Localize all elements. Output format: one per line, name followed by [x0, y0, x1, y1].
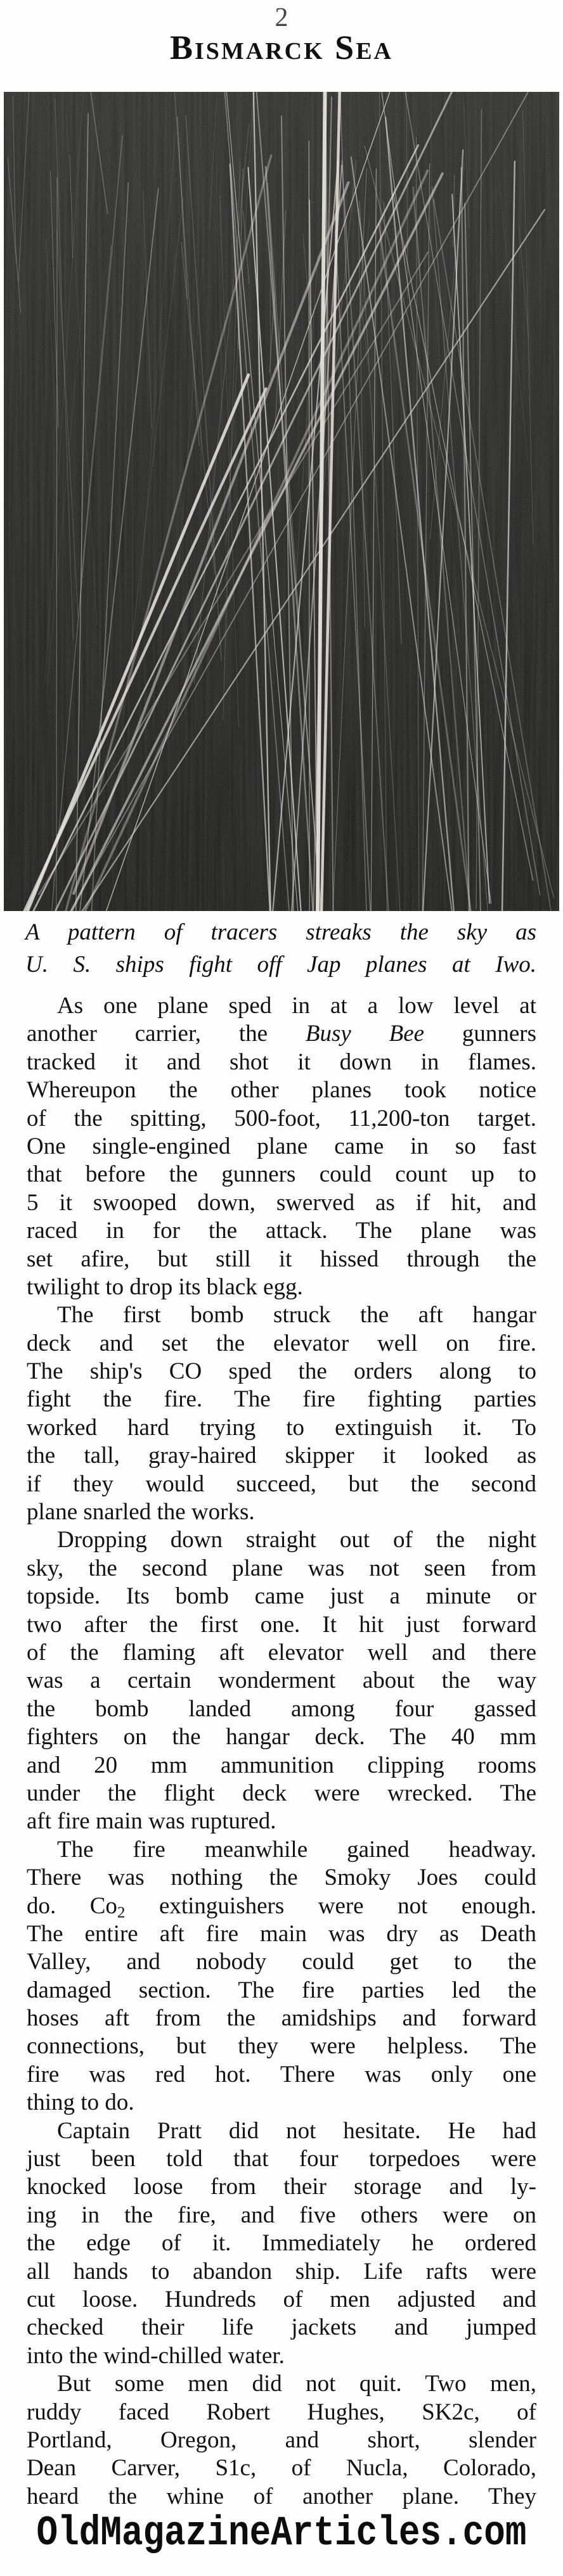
article-line: damaged section. The fire parties led the — [27, 1977, 536, 2003]
article-line: fighters on the hangar deck. The 40 mm — [27, 1724, 536, 1750]
article-line: knocked loose from their storage and ly- — [27, 2174, 536, 2200]
tracer-photo — [4, 92, 559, 911]
article-line: The entire aft fire main was dry as Death — [27, 1920, 536, 1947]
article-line: Dropping down straight out of the night — [57, 1527, 536, 1553]
article-line: just been told that four torpedoes were — [27, 2146, 536, 2172]
article-line: As one plane sped in at a low level at — [57, 993, 536, 1019]
article-line: was a certain wonderment about the way — [27, 1667, 536, 1694]
article-line: heard the whine of another plane. They — [27, 2483, 536, 2509]
article-line: aft fire main was ruptured. — [27, 1808, 276, 1835]
article-line: connections, but they were helpless. The — [27, 2033, 536, 2060]
article-line: Whereupon the other planes took notice — [27, 1077, 536, 1104]
article-body — [27, 992, 536, 2511]
article-title: Bismarck Sea — [169, 29, 393, 67]
article-line: under the flight deck were wrecked. The — [27, 1780, 536, 1806]
article-line: Portland, Oregon, and short, slender — [27, 2426, 536, 2453]
article-line: The ship's CO sped the orders along to — [27, 1358, 536, 1385]
article-line: One single-engined plane came in so fast — [27, 1133, 536, 1159]
article-line: topside. Its bomb came just a minute or — [27, 1583, 536, 1610]
article-line: and 20 mm ammunition clipping rooms — [27, 1752, 536, 1778]
article-line: set afire, but still it hissed through the — [27, 1246, 536, 1272]
article-line: fire was red hot. There was only one — [27, 2061, 536, 2088]
article-line: raced in for the attack. The plane was — [27, 1218, 536, 1244]
article-line: into the wind-chilled water. — [27, 2342, 285, 2369]
article-line: all hands to abandon ship. Life rafts were — [27, 2258, 536, 2285]
article-line: 5 it swooped down, swerved as if hit, and — [27, 1189, 536, 1216]
article-line: of the flaming aft elevator well and there — [27, 1639, 536, 1666]
article-line: the bomb landed among four gassed — [27, 1695, 536, 1722]
article-line: fight the fire. The fire fighting parties — [27, 1386, 536, 1413]
article-line: There was nothing the Smoky Joes could — [27, 1865, 536, 1891]
article-line: Dean Carver, S1c, of Nucla, Colorado, — [27, 2455, 536, 2482]
photo-caption — [25, 916, 536, 981]
tracer-photo-image — [4, 92, 559, 911]
article-line: worked hard trying to extinguish it. To — [27, 1414, 536, 1441]
article-line: thing to do. — [27, 2089, 134, 2116]
article-line: hoses aft from the amidships and forward — [27, 2005, 536, 2032]
article-line: The fire meanwhile gained headway. — [57, 1836, 536, 1863]
article-line: plane snarled the works. — [27, 1499, 255, 1526]
article-line: the edge of it. Immediately he ordered — [27, 2230, 536, 2257]
article-line: ruddy faced Robert Hughes, SK2c, of — [27, 2399, 536, 2425]
article-line: But some men did not quit. Two men, — [57, 2371, 536, 2397]
article-line: two after the first one. It hit just forward — [27, 1611, 536, 1638]
article-line: twilight to drop its black egg. — [27, 1273, 303, 1300]
article-line: Valley, and nobody could get to the — [27, 1949, 536, 1975]
article-line: ing in the fire, and five others were on — [27, 2202, 536, 2228]
article-line: another carrier, the Busy Bee gunners — [27, 1021, 536, 1047]
article-line: do. $Co_2$ extinguishers were not enough. — [27, 1892, 536, 1921]
article-line: the tall, gray-haired skipper it looked as — [27, 1443, 536, 1469]
article-line: Captain Pratt did not hesitate. He had — [57, 2117, 536, 2144]
article-line: if they would succeed, but the second — [27, 1470, 536, 1497]
article-line: tracked it and shot it down in flames. — [27, 1049, 536, 1075]
article-line: that before the gunners could count up to — [27, 1161, 536, 1188]
site-watermark: OldMagazineArticles.com — [36, 2509, 527, 2557]
article-line: sky, the second plane was not seen from — [27, 1555, 536, 1581]
caption-line-2: U. S. ships fight off Jap planes at Iwo. — [25, 952, 536, 978]
article-line: checked their life jackets and jumped — [27, 2314, 536, 2341]
page-number: 2 — [275, 3, 288, 32]
caption-line-1: A pattern of tracers streaks the sky as — [25, 919, 536, 945]
article-line: deck and set the elevator well on fire. — [27, 1330, 536, 1356]
article-line: of the spitting, 500-foot, 11,200-ton target. — [27, 1105, 536, 1132]
article-line: cut loose. Hundreds of men adjusted and — [27, 2286, 536, 2312]
article-line: The first bomb struck the aft hangar — [57, 1302, 536, 1329]
